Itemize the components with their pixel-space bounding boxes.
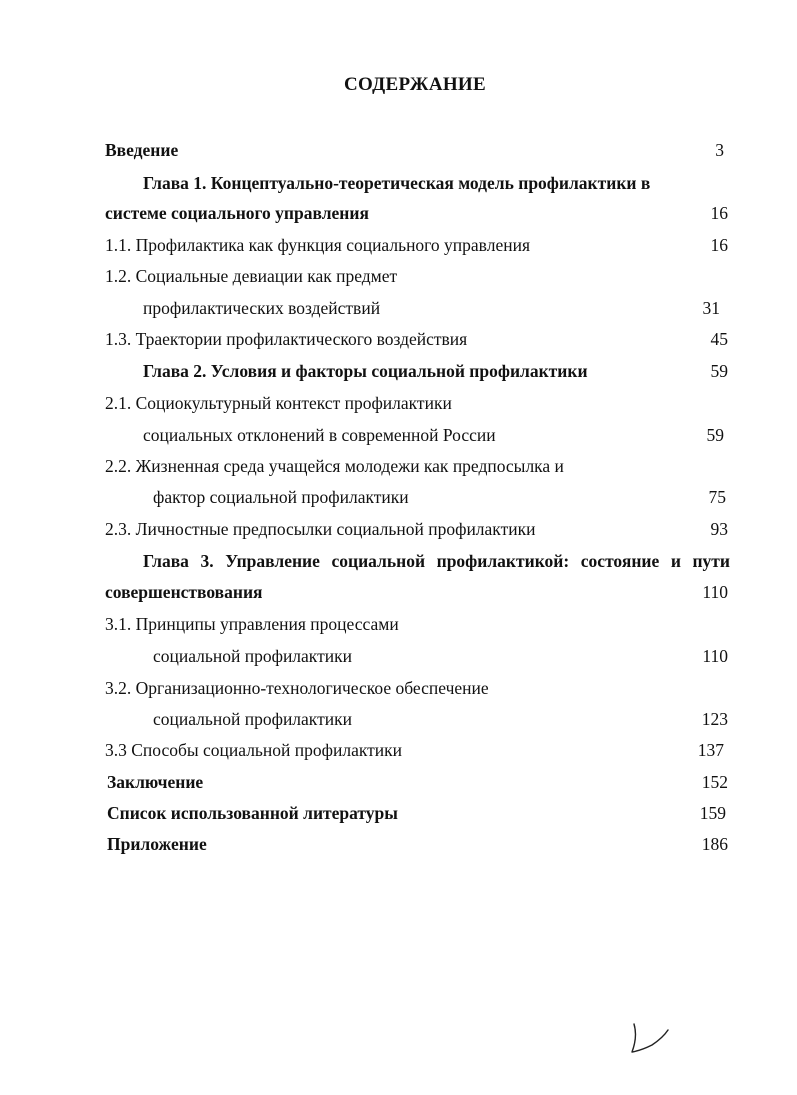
toc-page-intro: 3: [715, 140, 724, 160]
toc-entry-3-3: 3.3 Способы социальной профилактики: [105, 740, 402, 760]
toc-entry-chapter2: Глава 2. Условия и факторы социальной профилактики: [143, 361, 588, 381]
toc-page-2-3: 93: [710, 519, 728, 539]
toc-page-conclusion: 152: [701, 772, 728, 792]
toc-entry-2-1-line1: 2.1. Социокультурный контекст профилактики: [105, 393, 452, 413]
toc-page-2-1: 59: [706, 425, 724, 445]
toc-word: состояние: [580, 551, 660, 571]
toc-word: Глава: [143, 551, 189, 571]
toc-entry-conclusion: Заключение: [107, 772, 204, 792]
toc-entry-3-1-line1: 3.1. Принципы управления процессами: [105, 614, 399, 634]
toc-word: и: [670, 551, 681, 571]
toc-page-bibliography: 159: [699, 803, 726, 823]
toc-page-chapter1: 16: [710, 203, 728, 223]
toc-word: профилактикой:: [436, 551, 570, 571]
toc-entry-chapter1-line2: системе социального управления: [105, 203, 369, 223]
toc-page-2-2: 75: [708, 487, 726, 507]
toc-page-3-1: 110: [702, 646, 728, 666]
toc-entry-2-3: 2.3. Личностные предпосылки социальной профилактики: [105, 519, 536, 539]
toc-page-chapter3: 110: [702, 582, 728, 602]
toc-word: социальной: [331, 551, 426, 571]
toc-entry-chapter3-line1: [143, 550, 730, 572]
toc-entry-3-2-line1: 3.2. Организационно-технологическое обеспечение: [105, 678, 489, 698]
page-title: СОДЕРЖАНИЕ: [344, 74, 486, 95]
toc-word: пути: [692, 551, 730, 571]
toc-entry-1-3: 1.3. Траектории профилактического воздействия: [105, 329, 468, 349]
toc-word: Управление: [225, 551, 320, 571]
toc-entry-1-2-line2: профилактических воздействий: [143, 298, 381, 318]
toc-entry-2-1-line2: социальных отклонений в современной России: [143, 425, 496, 445]
toc-entry-2-2-line2: фактор социальной профилактики: [153, 487, 409, 507]
toc-entry-chapter3-line2: совершенствования: [105, 582, 263, 602]
toc-page-3-2: 123: [701, 709, 728, 729]
toc-page-1-2: 31: [702, 298, 720, 318]
toc-entry-1-1: 1.1. Профилактика как функция социального управления: [105, 235, 530, 255]
toc-page-1-1: 16: [710, 235, 728, 255]
toc-entry-1-2-line1: 1.2. Социальные девиации как предмет: [105, 266, 398, 286]
toc-page-chapter2: 59: [710, 361, 728, 381]
toc-entry-3-1-line2: социальной профилактики: [153, 646, 352, 666]
toc-entry-intro: Введение: [105, 140, 179, 160]
toc-page-1-3: 45: [710, 329, 728, 349]
toc-entry-appendix: Приложение: [107, 834, 207, 854]
toc-entry-bibliography: Список использованной литературы: [107, 803, 398, 823]
toc-entry-2-2-line1: 2.2. Жизненная среда учащейся молодежи как предпосылка и: [105, 456, 564, 476]
toc-entry-3-2-line2: социальной профилактики: [153, 709, 352, 729]
handwritten-signature-mark: [628, 1018, 672, 1058]
toc-page-appendix: 186: [701, 834, 728, 854]
toc-page-3-3: 137: [697, 740, 724, 760]
toc-word: 3.: [200, 551, 214, 571]
toc-entry-chapter1-line1: Глава 1. Концептуально-теоретическая модель профилактики в: [143, 173, 651, 193]
